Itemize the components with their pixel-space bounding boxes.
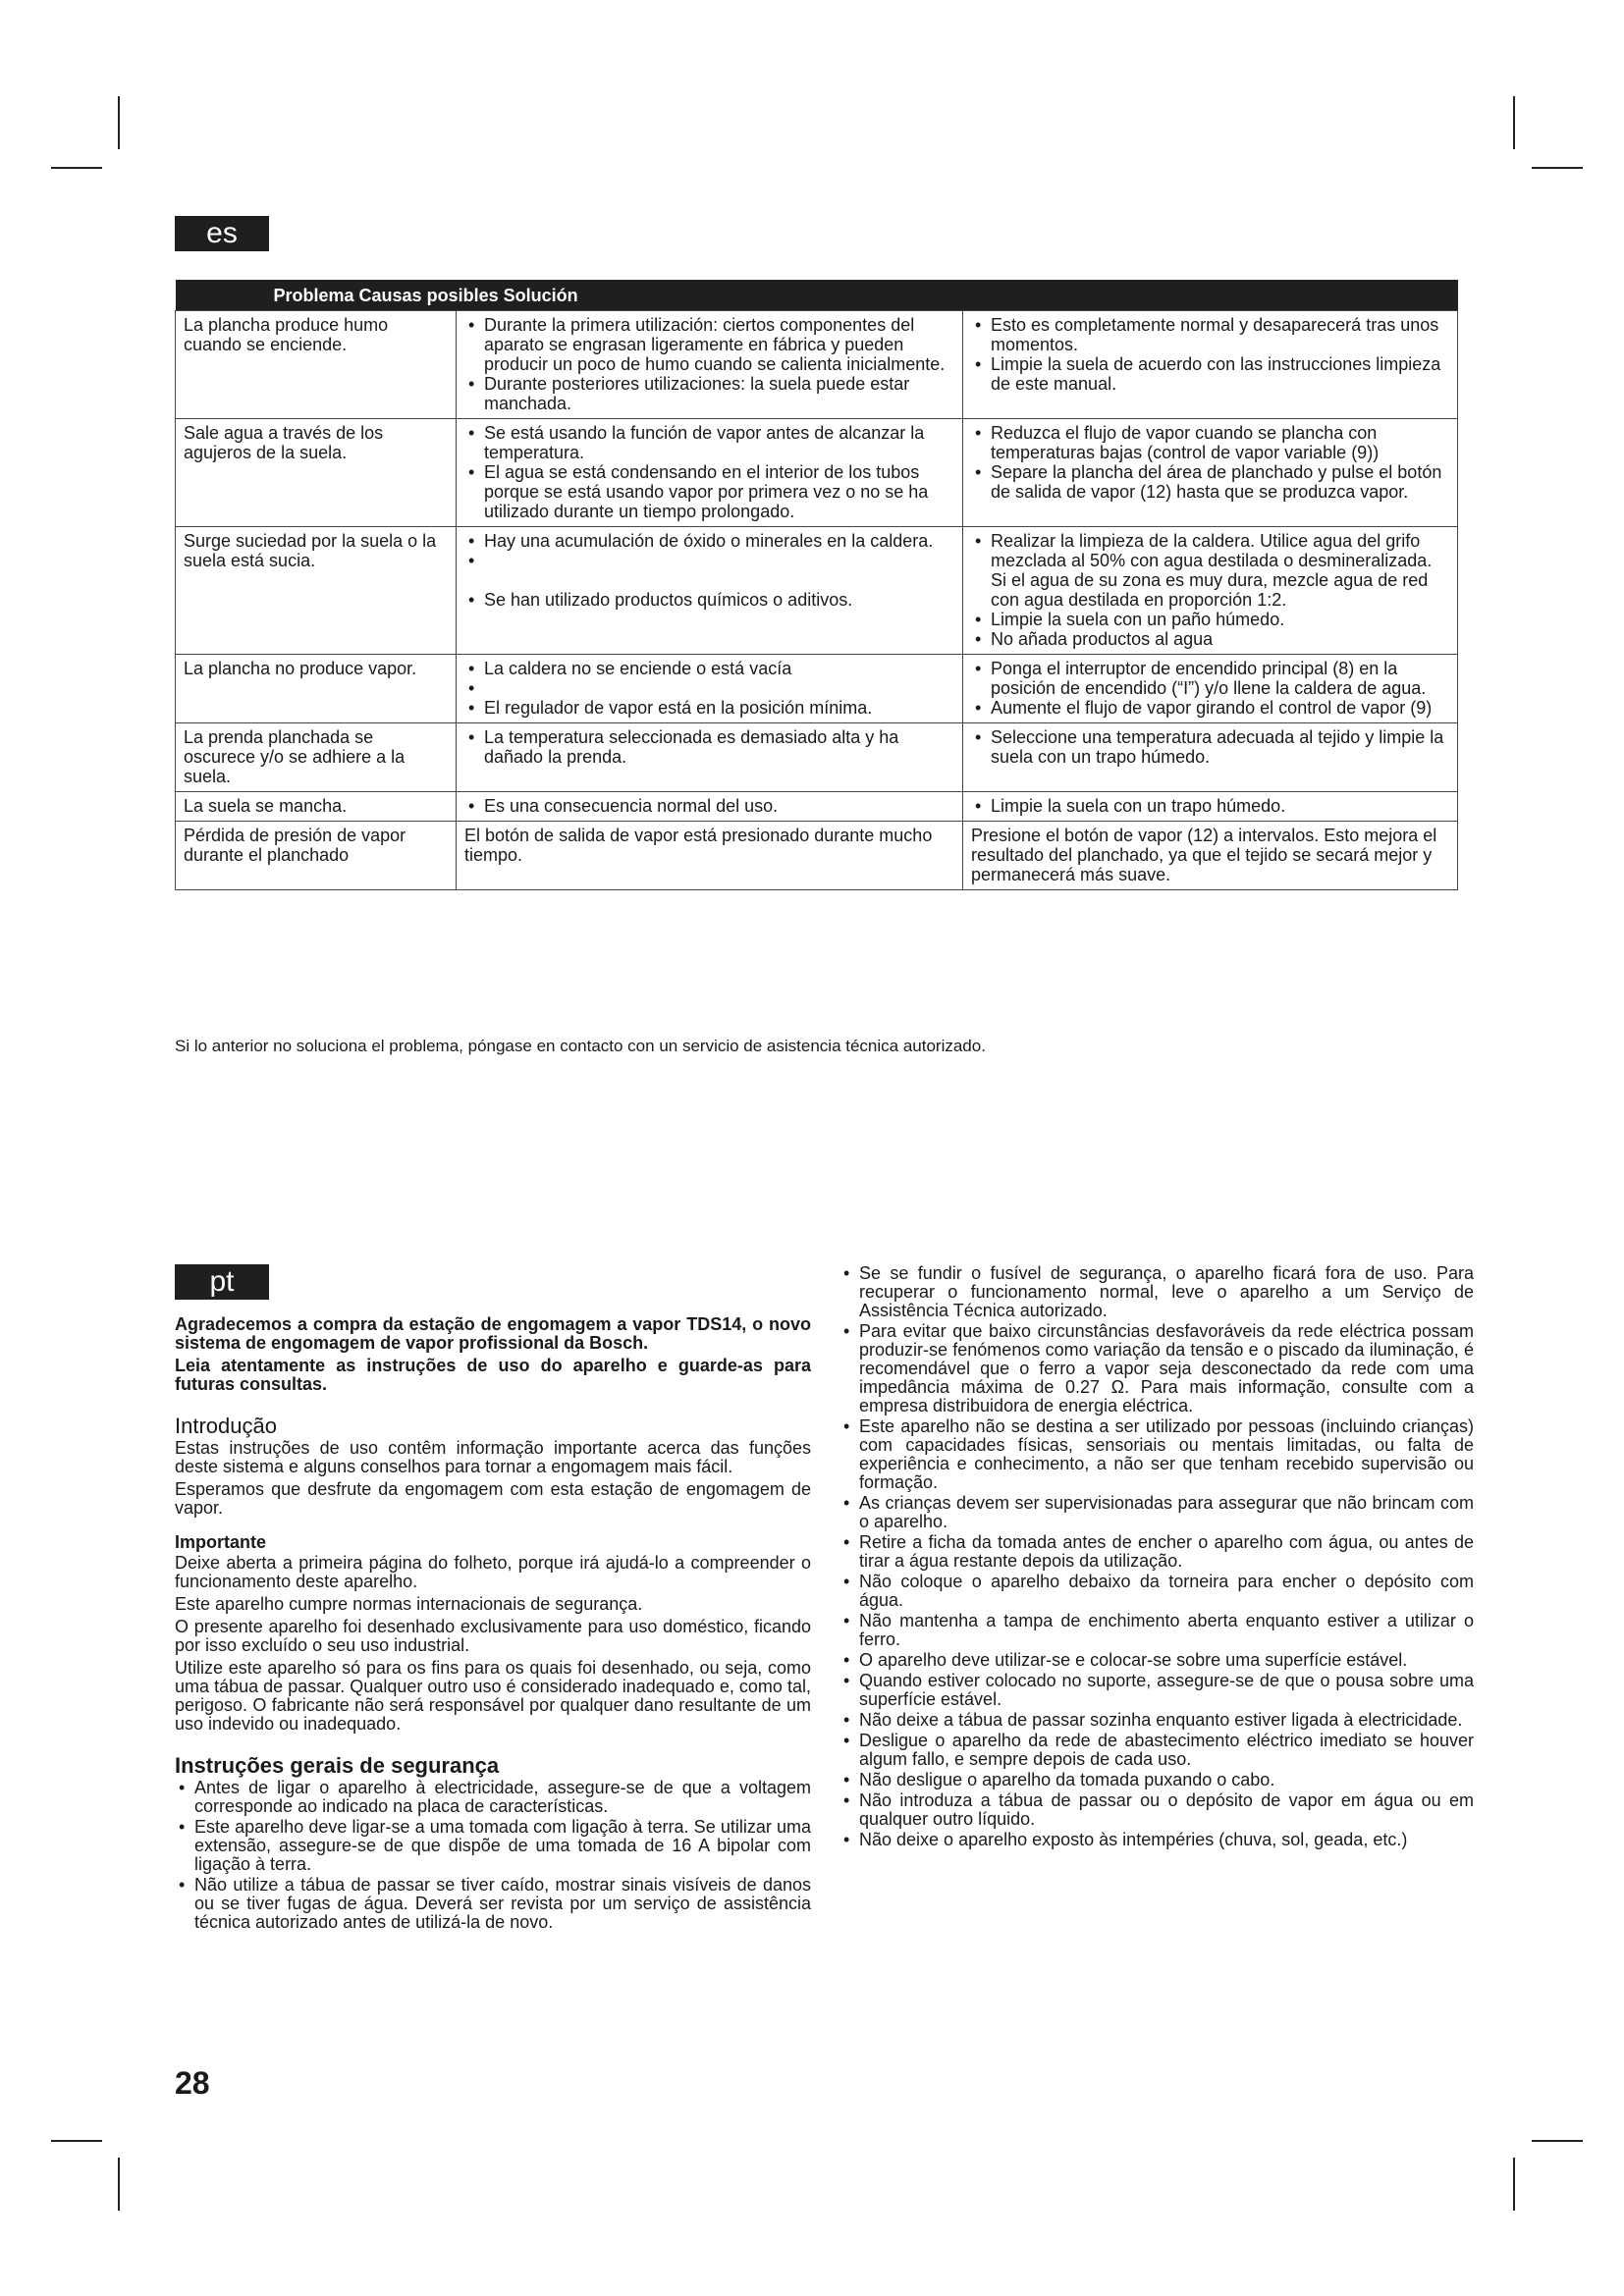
solution-item: • Separe la plancha del área de planchado y pulse el botón de salida de vapor (12) hasta que se produzca vapor. (971, 462, 1449, 502)
solution-item: • Reduzca el flujo de vapor cuando se plancha con temperaturas bajas (control de vapor variable (9)) (971, 423, 1449, 462)
pt-left-column (175, 1315, 811, 1934)
lang-label-es: es (175, 216, 269, 251)
solutions-cell (963, 792, 1458, 822)
cause-item: • Se han utilizado productos químicos o aditivos. (464, 590, 954, 610)
crop-mark (1532, 167, 1583, 169)
cause-item: • La temperatura seleccionada es demasiado alta y ha dañado la prenda. (464, 727, 954, 767)
causes-cell (457, 527, 963, 655)
page-number: 28 (175, 2065, 210, 2101)
solutions-cell: Presione el botón de vapor (12) a intervalos. Esto mejora el resultado del planchado, ya que el tejido se secará mejor y permanecerá más suave. (963, 822, 1458, 890)
causes-cell (457, 723, 963, 792)
es-footnote: Si lo anterior no soluciona el problema, póngase en contacto con un servicio de asistencia técnica autorizado. (175, 1037, 986, 1055)
solution-item: • Limpie la suela de acuerdo con las instrucciones limpieza de este manual. (971, 354, 1449, 394)
safety-list (175, 1779, 811, 1932)
table-row (176, 792, 1458, 822)
cause-item: • Hay una acumulación de óxido o minerales en la caldera. (464, 531, 954, 551)
solutions-cell (963, 311, 1458, 419)
problem-cell: La plancha no produce vapor. (176, 655, 457, 723)
list-item: • Se se fundir o fusível de segurança, o aparelho ficará fora de uso. Para recuperar o funcionamento normal, leve o aparelho a um Serviço de Assistência Técnica autorizado. (839, 1264, 1474, 1320)
table-row (176, 419, 1458, 527)
paragraph: O presente aparelho foi desenhado exclusivamente para uso doméstico, ficando por isso excluído o seu uso industrial. (175, 1617, 811, 1655)
crop-mark (118, 96, 120, 149)
list-item: • Não desligue o aparelho da tomada puxando o cabo. (839, 1771, 1474, 1789)
crop-mark (1513, 2158, 1515, 2211)
problem-cell: Surge suciedad por la suela o la suela está sucia. (176, 527, 457, 655)
problem-cell: La suela se mancha. (176, 792, 457, 822)
table-row (176, 723, 1458, 792)
troubleshooting-table (175, 280, 1458, 890)
paragraph: Deixe aberta a primeira página do folheto, porque irá ajudá-lo a compreender o funcionamento deste aparelho. (175, 1553, 811, 1591)
problem-cell: Sale agua a través de los agujeros de la suela. (176, 419, 457, 527)
cause-item: • La caldera no se enciende o está vacía (464, 659, 954, 678)
crop-mark (118, 2158, 120, 2211)
intro-thanks: Agradecemos a compra da estação de engomagem a vapor TDS14, o novo sistema de engomagem de vapor profissional da Bosch. (175, 1314, 811, 1353)
list-item: • Para evitar que baixo circunstâncias desfavoráveis da rede eléctrica possam produzir-se fenómenos como variação da tensão e o piscado da iluminação, é recomendável que o ferro a vapor seja desconectado da rede com uma impedância máxima de 0.27 Ω. Para mais informação, consulte com a empresa distribuidora de energia eléctrica. (839, 1322, 1474, 1415)
lang-label-pt: pt (175, 1264, 269, 1300)
section-title-seguranca: Instruções gerais de segurança (175, 1753, 500, 1778)
cause-item: • Se está usando la función de vapor antes de alcanzar la temperatura. (464, 423, 954, 462)
solutions-cell (963, 655, 1458, 723)
causes-cell (457, 792, 963, 822)
solution-item: • No añada productos al agua (971, 629, 1449, 649)
crop-mark (1513, 96, 1515, 149)
crop-mark (1532, 2140, 1583, 2142)
solution-item: • Realizar la limpieza de la caldera. Utilice agua del grifo mezclada al 50% con agua destilada o desmineralizada. Si el agua de su zona es muy dura, mezcle agua de red con agua destilada en proporción 1:2. (971, 531, 1449, 610)
paragraph: Utilize este aparelho só para os fins para os quais foi desenhado, ou seja, como uma tábua de passar. Qualquer outro uso é considerado inadequado e, como tal, perigoso. O fabricante não será responsável por qualquer dano resultante de um uso indevido ou inadequado. (175, 1658, 811, 1734)
spacer (464, 678, 954, 698)
table-row (176, 527, 1458, 655)
section-title-importante: Importante (175, 1532, 267, 1552)
solution-item: • Esto es completamente normal y desaparecerá tras unos momentos. (971, 315, 1449, 354)
list-item: • Antes de ligar o aparelho à electricidade, assegure-se de que a voltagem corresponde ao indicado na placa de características. (175, 1779, 811, 1816)
list-item: • Desligue o aparelho da rede de abastecimento eléctrico imediato se houver algum fallo, e sempre depois de cada uso. (839, 1732, 1474, 1769)
table-row (176, 822, 1458, 890)
list-item: • Não introduza a tábua de passar ou o depósito de vapor em água ou em qualquer outro líquido. (839, 1791, 1474, 1829)
solutions-cell (963, 527, 1458, 655)
solution-item: • Limpie la suela con un trapo húmedo. (971, 796, 1449, 816)
list-item: • Não deixe a tábua de passar sozinha enquanto estiver ligada à electricidade. (839, 1711, 1474, 1730)
causes-cell (457, 655, 963, 723)
problem-cell: La prenda planchada se oscurece y/o se adhiere a la suela. (176, 723, 457, 792)
list-item: • Não coloque o aparelho debaixo da torneira para encher o depósito com água. (839, 1573, 1474, 1610)
list-item: • Não deixe o aparelho exposto às intempéries (chuva, sol, geada, etc.) (839, 1831, 1474, 1849)
causes-cell (457, 311, 963, 419)
solution-item: • Aumente el flujo de vapor girando el control de vapor (9) (971, 698, 1449, 718)
list-item: • Este aparelho não se destina a ser utilizado por pessoas (incluindo crianças) com capacidades físicas, sensoriais ou mentais limitadas, ou falta de experiência e conhecimento, a não ser que tenham recebido supervisão ou formação. (839, 1417, 1474, 1492)
list-item: • As crianças devem ser supervisionadas para assegurar que não brincam com o aparelho. (839, 1494, 1474, 1531)
cause-item: • El agua se está condensando en el interior de los tubos porque se está usando vapor por primera vez o no se ha utilizado durante un tiempo prolongado. (464, 462, 954, 521)
solution-item: • Seleccione una temperatura adecuada al tejido y limpie la suela con un trapo húmedo. (971, 727, 1449, 767)
paragraph: Esperamos que desfrute da engomagem com esta estação de engomagem de vapor. (175, 1479, 811, 1518)
table-row (176, 655, 1458, 723)
list-item: • O aparelho deve utilizar-se e colocar-se sobre uma superfície estável. (839, 1651, 1474, 1670)
paragraph: Este aparelho cumpre normas internacionais de segurança. (175, 1594, 643, 1614)
intro-read-instructions: Leia atentamente as instruções de uso do aparelho e guarde-as para futuras consultas. (175, 1356, 811, 1394)
solution-item: • Ponga el interruptor de encendido principal (8) en la posición de encendido (“I”) y/o llene la caldera de agua. (971, 659, 1449, 698)
cause-item: • Es una consecuencia normal del uso. (464, 796, 954, 816)
cause-item: • Durante la primera utilización: ciertos componentes del aparato se engrasan ligeramente en fábrica y pueden producir un poco de humo cuando se calienta inicialmente. (464, 315, 954, 374)
solutions-cell (963, 419, 1458, 527)
list-item: • Não utilize a tábua de passar se tiver caído, mostrar sinais visíveis de danos ou se tiver fugas de água. Deverá ser revista por um serviço de assistência técnica autorizado antes de utilizá-la de novo. (175, 1876, 811, 1932)
table-row (176, 311, 1458, 419)
solutions-cell (963, 723, 1458, 792)
spacer (464, 551, 954, 590)
safety-list (839, 1264, 1474, 1849)
causes-cell: El botón de salida de vapor está presionado durante mucho tiempo. (457, 822, 963, 890)
cause-item: • Durante posteriores utilizaciones: la suela puede estar manchada. (464, 374, 954, 413)
table-header: Problema Causas posibles Solución (176, 280, 1458, 311)
problem-cell: La plancha produce humo cuando se enciende. (176, 311, 457, 419)
problem-cell: Pérdida de presión de vapor durante el planchado (176, 822, 457, 890)
list-item: • Este aparelho deve ligar-se a uma tomada com ligação à terra. Se utilizar uma extensão, assegure-se de que dispõe de uma tomada de 16 A bipolar com ligação à terra. (175, 1818, 811, 1874)
list-item: • Quando estiver colocado no suporte, assegure-se de que o pousa sobre uma superfície estável. (839, 1672, 1474, 1709)
section-title-introducao: Introdução (175, 1414, 277, 1438)
crop-mark (51, 2140, 102, 2142)
cause-item: • El regulador de vapor está en la posición mínima. (464, 698, 954, 718)
list-item: • Não mantenha a tampa de enchimento aberta enquanto estiver a utilizar o ferro. (839, 1612, 1474, 1649)
list-item: • Retire a ficha da tomada antes de encher o aparelho com água, ou antes de tirar a água restante depois da utilização. (839, 1533, 1474, 1571)
solution-item: • Limpie la suela con un paño húmedo. (971, 610, 1449, 629)
crop-mark (51, 167, 102, 169)
causes-cell (457, 419, 963, 527)
paragraph: Estas instruções de uso contêm informação importante acerca das funções deste sistema e alguns conselhos para tornar a engomagem mais fácil. (175, 1438, 811, 1476)
pt-right-column (839, 1264, 1474, 1851)
